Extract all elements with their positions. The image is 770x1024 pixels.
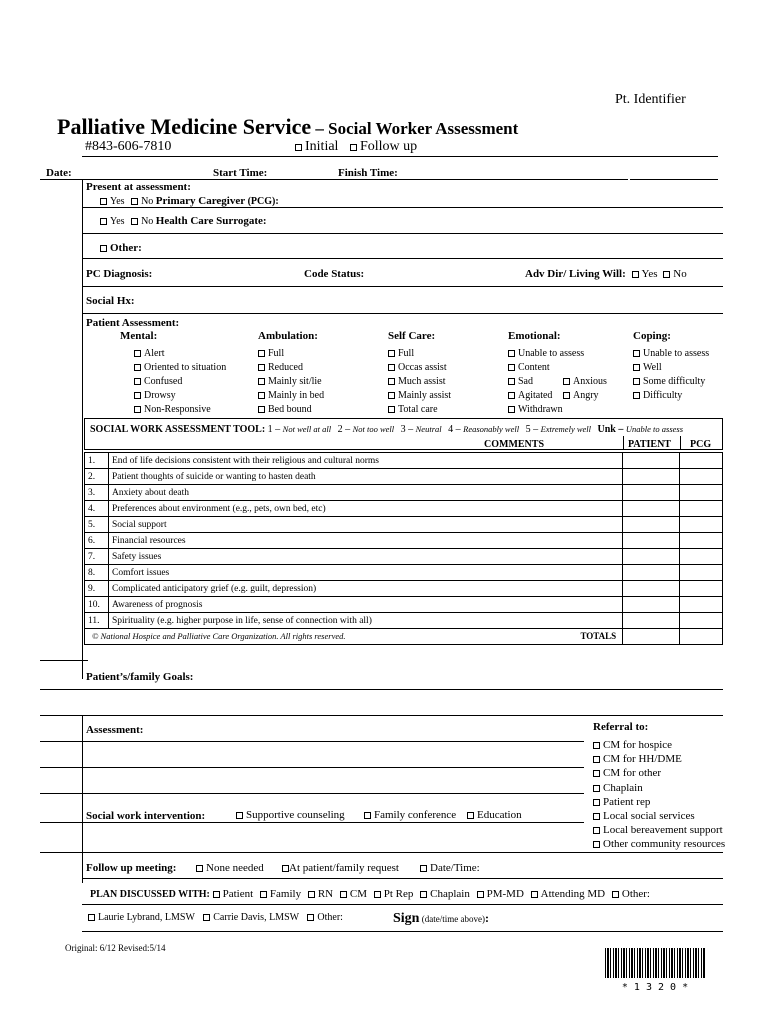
ambulation-item[interactable]: Mainly sit/lie	[258, 375, 324, 389]
left-tick	[40, 660, 88, 661]
pt-identifier: Pt. Identifier	[615, 92, 686, 107]
other-row	[100, 242, 142, 254]
intervention-label: Social work intervention:	[86, 810, 206, 822]
pcg-score-cell[interactable]	[680, 517, 723, 533]
start-time-label: Start Time:	[213, 167, 268, 179]
patient-score-cell[interactable]	[623, 517, 680, 533]
mental-item[interactable]: Drowsy	[134, 389, 226, 403]
totals-label: TOTALS	[580, 631, 617, 641]
patient-header: PATIENT	[628, 439, 671, 450]
referral-item[interactable]: Other community resources	[593, 837, 725, 851]
intervention-opt[interactable]: Supportive counseling	[236, 809, 345, 821]
table-row: 11. Spirituality (e.g. higher purpose in life, sense of connection with all)	[85, 613, 723, 629]
pcg-yes-checkbox[interactable]	[100, 198, 107, 205]
patient-score-cell[interactable]	[623, 485, 680, 501]
signer-opt[interactable]: Other:	[307, 912, 343, 923]
patient-score-cell[interactable]	[623, 501, 680, 517]
mental-list	[134, 347, 226, 417]
barcode-image	[605, 948, 705, 978]
goals-label: Patient’s/family Goals:	[86, 671, 194, 683]
time-rule-2	[630, 179, 718, 180]
referral-label: Referral to:	[593, 721, 649, 733]
plan-opt[interactable]: Attending MD	[531, 888, 605, 900]
surrogate-no-label: No	[141, 216, 154, 227]
social-hx-label: Social Hx:	[86, 295, 135, 307]
follow-up-label: Follow up	[359, 139, 418, 154]
plan-opt[interactable]: Other:	[612, 888, 650, 900]
surrogate-yes-label: Yes	[110, 216, 125, 227]
title-main: Palliative Medicine Service	[57, 114, 312, 139]
plan-opt[interactable]: PM-MD	[477, 888, 524, 900]
plan-opt[interactable]: Family	[260, 888, 301, 900]
plan-opt[interactable]: RN	[308, 888, 333, 900]
referral-item[interactable]: CM for other	[593, 766, 725, 780]
adv-dir-no-checkbox[interactable]	[663, 271, 670, 278]
pcg-score-cell[interactable]	[680, 533, 723, 549]
barcode-text: * 1 3 2 0 *	[621, 982, 689, 993]
date-label: Date:	[46, 167, 72, 179]
self-care-item[interactable]: Total care	[388, 403, 451, 417]
emotional-list	[508, 347, 607, 417]
tool-scale: SOCIAL WORK ASSESSMENT TOOL: 1 – Not well at all 2 – Not too well 3 – Neutral 4 – Reasonably well 5 – Extremely well Unk – Unable to assess	[90, 424, 684, 435]
self-care-item[interactable]: Full	[388, 347, 451, 361]
pcg-score-cell[interactable]	[680, 485, 723, 501]
plan-opt[interactable]: CM	[340, 888, 367, 900]
adv-dir-row	[525, 268, 687, 280]
plan-opt[interactable]: Patient	[213, 888, 254, 900]
intervention-opt[interactable]: Family conference	[364, 809, 456, 821]
adv-dir-label: Adv Dir/ Living Will:	[525, 268, 626, 280]
ambulation-list	[258, 347, 324, 417]
comments-header: COMMENTS	[484, 439, 544, 450]
coping-item[interactable]: Unable to assess	[633, 347, 709, 361]
other-label: Other:	[110, 242, 142, 254]
header-divider	[680, 436, 681, 450]
header-divider	[623, 436, 624, 450]
patient-score-cell[interactable]	[623, 469, 680, 485]
sign-colon: :	[484, 911, 489, 925]
surrogate-rule	[82, 233, 723, 234]
revision-note: Original: 6/12 Revised:5/14	[65, 943, 166, 953]
plan-rule	[82, 904, 723, 905]
follow-up-checkbox[interactable]	[350, 144, 357, 151]
patient-score-cell[interactable]	[623, 549, 680, 565]
emotional-item[interactable]: Agitated Angry	[508, 389, 607, 403]
referral-item[interactable]: Patient rep	[593, 795, 725, 809]
assessment-line	[40, 852, 723, 853]
patient-assessment-label: Patient Assessment:	[86, 317, 180, 329]
pcg-no-label: No	[141, 196, 154, 207]
patient-score-cell[interactable]	[623, 597, 680, 613]
referral-item[interactable]: Local social services	[593, 809, 725, 823]
surrogate-no-checkbox[interactable]	[131, 218, 138, 225]
pcg-yes-label: Yes	[110, 196, 125, 207]
adv-dir-no-label: No	[673, 268, 687, 280]
patient-score-cell[interactable]	[623, 533, 680, 549]
patient-score-cell[interactable]	[623, 613, 680, 629]
coping-header: Coping:	[633, 330, 671, 342]
table-row: 10. Awareness of prognosis	[85, 597, 723, 613]
patient-score-cell[interactable]	[623, 565, 680, 581]
mental-header: Mental:	[120, 330, 158, 342]
patient-total-cell[interactable]	[623, 629, 680, 645]
follow-up-label: Follow up meeting:	[86, 862, 177, 874]
pcg-score-cell[interactable]	[680, 501, 723, 517]
self-care-item[interactable]: Much assist	[388, 375, 451, 389]
patient-score-cell[interactable]	[623, 581, 680, 597]
pcg-score-cell[interactable]	[680, 469, 723, 485]
table-row: 4. Preferences about environment (e.g., pets, own bed, etc)	[85, 501, 723, 517]
self-care-list	[388, 347, 451, 417]
intervention-opt[interactable]: Education	[467, 809, 522, 821]
pc-diagnosis-label: PC Diagnosis:	[86, 268, 153, 280]
pcg-score-cell[interactable]	[680, 565, 723, 581]
mental-item[interactable]: Non-Responsive	[134, 403, 226, 417]
signer-opt[interactable]: Carrie Davis, LMSW	[203, 912, 299, 923]
signers-row	[88, 912, 343, 923]
follow-up-opt[interactable]: None needed	[196, 862, 264, 874]
table-row: 2. Patient thoughts of suicide or wanting to hasten death	[85, 469, 723, 485]
emotional-header: Emotional:	[508, 330, 561, 342]
referral-item[interactable]: CM for HH/DME	[593, 752, 725, 766]
initial-label: Initial	[305, 139, 339, 154]
left-margin-line	[82, 179, 83, 679]
pc-rule	[82, 286, 723, 287]
finish-time-label: Finish Time:	[338, 167, 398, 179]
table-row: 5. Social support	[85, 517, 723, 533]
pcg-label: Primary Caregiver	[155, 195, 246, 207]
pcg-score-cell[interactable]	[680, 613, 723, 629]
mental-item[interactable]: Oriented to situation	[134, 361, 226, 375]
goals-rule-2	[40, 715, 723, 716]
plan-opt[interactable]: Pt Rep	[374, 888, 414, 900]
goals-rule	[40, 689, 723, 690]
pcg-score-cell[interactable]	[680, 597, 723, 613]
anxious-label: Anxious	[573, 376, 607, 387]
ambulation-item[interactable]: Reduced	[258, 361, 324, 375]
self-care-header: Self Care:	[388, 330, 436, 342]
other-checkbox[interactable]	[100, 245, 107, 252]
pcg-rule	[82, 207, 723, 208]
surrogate-label: Health Care Surrogate:	[155, 215, 267, 227]
surrogate-yes-checkbox[interactable]	[100, 218, 107, 225]
tool-title: SOCIAL WORK ASSESSMENT TOOL:	[90, 424, 266, 435]
copyright: © National Hospice and Palliative Care Organization. All rights reserved.	[92, 631, 346, 641]
coping-list	[633, 347, 709, 403]
phone-number: #843-606-7810	[85, 139, 172, 154]
coping-item[interactable]: Well	[633, 361, 709, 375]
coping-item[interactable]: Some difficulty	[633, 375, 709, 389]
sign-note: (date/time above)	[419, 914, 485, 924]
table-row: 7. Safety issues	[85, 549, 723, 565]
ambulation-item[interactable]: Full	[258, 347, 324, 361]
emotional-item[interactable]: Content	[508, 361, 607, 375]
follow-up-opt[interactable]: At patient/family request	[282, 862, 399, 874]
table-row: 3. Anxiety about death	[85, 485, 723, 501]
sign-rule	[82, 931, 723, 932]
pcg-score-cell[interactable]	[680, 453, 723, 469]
ambulation-item[interactable]: Bed bound	[258, 403, 324, 417]
title-sub: – Social Worker Assessment	[311, 119, 519, 138]
ambulation-item[interactable]: Mainly in bed	[258, 389, 324, 403]
totals-row	[85, 629, 723, 645]
header-rule	[82, 156, 718, 157]
adv-dir-yes-label: Yes	[641, 268, 658, 280]
assessment-label: Assessment:	[86, 724, 144, 736]
code-status-label: Code Status:	[304, 268, 365, 280]
plan-label: PLAN DISCUSSED WITH:	[90, 889, 210, 900]
follow-up-opt[interactable]: Date/Time:	[420, 862, 480, 874]
sign-label: Sign	[393, 911, 420, 926]
assessment-line	[40, 741, 584, 742]
referral-item[interactable]: CM for hospice	[593, 738, 725, 752]
initial-checkbox[interactable]	[295, 144, 302, 151]
pcg-score-cell[interactable]	[680, 549, 723, 565]
signer-opt[interactable]: Laurie Lybrand, LMSW	[88, 912, 195, 923]
present-label: Present at assessment:	[86, 181, 191, 193]
other-rule	[82, 258, 723, 259]
sign-field[interactable]	[393, 909, 489, 927]
assessment-line	[40, 767, 584, 768]
pcg-suffix: (PCG):	[245, 196, 279, 207]
referral-item[interactable]: Chaplain	[593, 781, 725, 795]
social-hx-rule	[82, 313, 723, 314]
adv-dir-yes-checkbox[interactable]	[632, 271, 639, 278]
mental-item[interactable]: Confused	[134, 375, 226, 389]
emotional-item[interactable]: Unable to assess	[508, 347, 607, 361]
emotional-item[interactable]: Withdrawn	[508, 403, 607, 417]
coping-item[interactable]: Difficulty	[633, 389, 709, 403]
angry-label: Angry	[573, 390, 599, 401]
mental-item[interactable]: Alert	[134, 347, 226, 361]
emotional-item[interactable]: Sad Anxious	[508, 375, 607, 389]
plan-row	[90, 888, 650, 900]
self-care-item[interactable]: Occas assist	[388, 361, 451, 375]
assessment-line	[40, 822, 584, 823]
table-row: 6. Financial resources	[85, 533, 723, 549]
follow-up-rule	[82, 878, 723, 879]
patient-score-cell[interactable]	[623, 453, 680, 469]
time-rule	[40, 179, 628, 180]
pcg-total-cell[interactable]	[680, 629, 723, 645]
ambulation-header: Ambulation:	[258, 330, 318, 342]
pcg-header: PCG	[690, 439, 712, 450]
table-row: 1. End of life decisions consistent with their religious and cultural norms	[85, 453, 723, 469]
table-row: 8. Comfort issues	[85, 565, 723, 581]
table-row: 9. Complicated anticipatory grief (e.g. guilt, depression)	[85, 581, 723, 597]
pcg-row	[100, 195, 279, 207]
page-title	[57, 114, 518, 140]
pcg-no-checkbox[interactable]	[131, 198, 138, 205]
referral-list	[593, 738, 725, 852]
plan-opt[interactable]: Chaplain	[420, 888, 470, 900]
pcg-score-cell[interactable]	[680, 581, 723, 597]
assessment-table	[84, 452, 723, 645]
surrogate-row	[100, 215, 267, 227]
self-care-item[interactable]: Mainly assist	[388, 389, 451, 403]
visit-type	[295, 139, 417, 155]
assessment-line	[40, 793, 584, 794]
referral-item[interactable]: Local bereavement support	[593, 823, 725, 837]
